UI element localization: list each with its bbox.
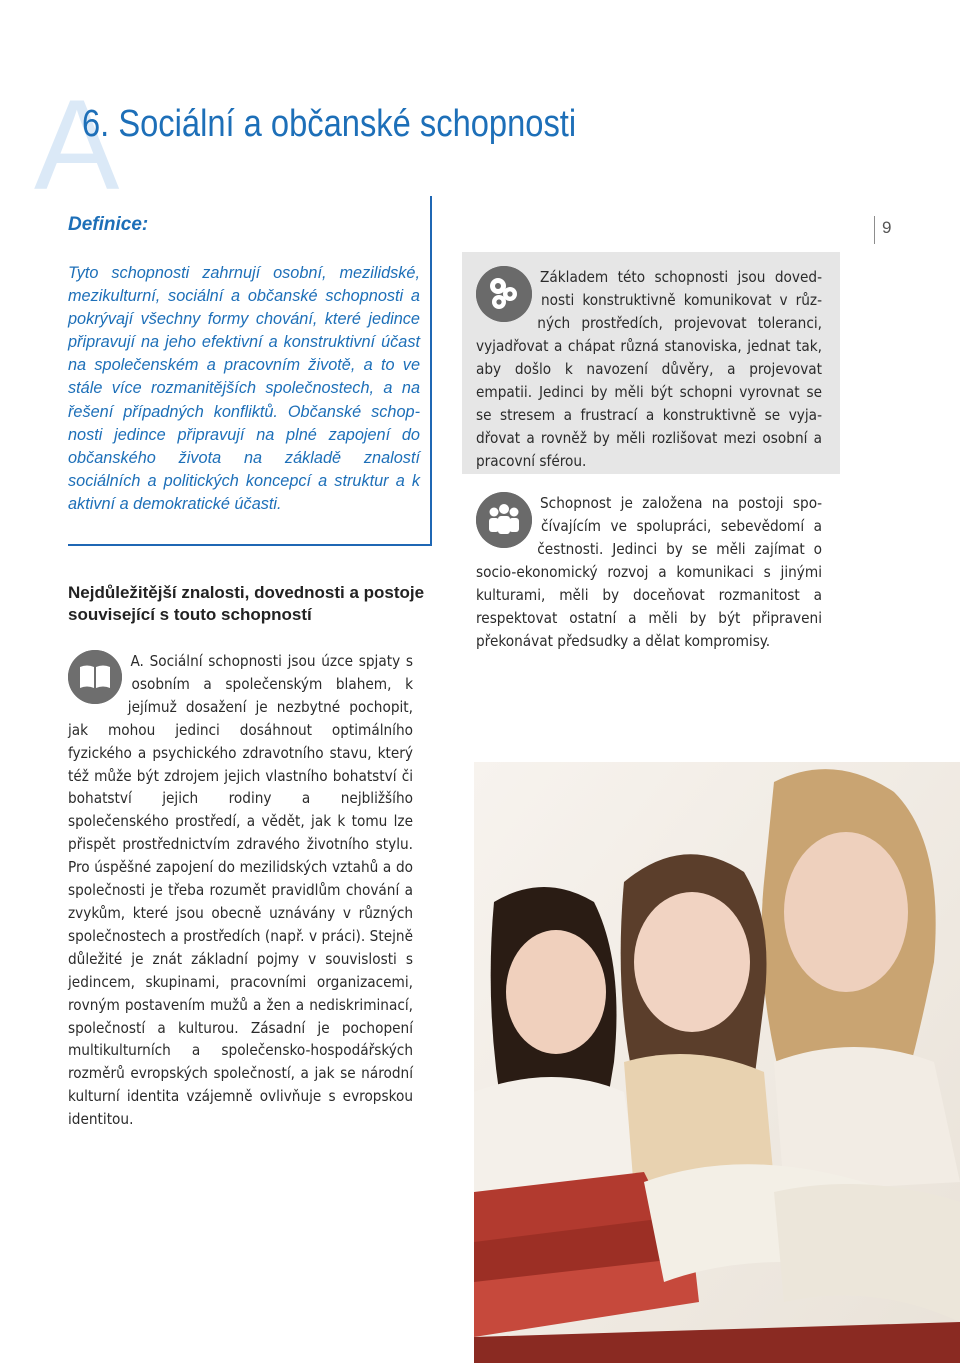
section-heading: Nejdůležitější znalosti, dovednosti a postoje související s touto schopností <box>68 583 425 624</box>
page-number: 9 <box>882 218 892 237</box>
knowledge-text: A. Sociální schopnosti jsou úzce spjaty s osobním a společenským blahem, k jejímuž dosažení je nezbytné pochopit, jak mohou jedinci dosáhnout optimálního fyzického a psychického zdravotního stavu, který též může být zdrojem jejich vlastního bohatství či bohatství jejich rodiny a nejbližšího společenského prostředí, a vědět, jak k tomu lze přispět prostřednictvím zdravého životního stylu. Pro úspěšné zapojení do mezilidských vztahů a do společnosti je třeba rozumět pravidlům chování a zvykům, které jsou obecně uznávány v různých společnostech a prostředích (např. v práci). Stejně důležité je znát základní pojmy v souvislosti s jedincem, skupinami, pracovními organizacemi, rovným postavením mužů a žen a nediskriminací, společností a kulturou. Zásadní je pochopení multikulturních a společensko-hospodářských rozměrů evropských společností, a jak se národní kulturní identita vzájemně ovlivňuje s evropskou identitou. <box>68 652 413 1129</box>
chapter-title: 6. Sociální a občanské schopnosti <box>82 103 577 145</box>
page-number-rule <box>874 216 875 244</box>
book-icon <box>68 650 122 704</box>
students-photo <box>474 762 960 1363</box>
definition-divider <box>68 544 432 546</box>
gears-icon <box>476 266 532 322</box>
knowledge-paragraph <box>68 650 413 1131</box>
attitudes-text: Schopnost je založena na postoji spočívajícím ve spolupráci, sebevědomí a čestnosti. Jedinci by se měli zajímat o socio-ekonomický rozvoj a komunikaci s jinými kulturami, měli by doceňovat rozmanitost a respektovat ostatní a měli by být připraveni překonávat předsudky a dělat kompromisy. <box>476 494 822 650</box>
definition-label: Definice: <box>68 214 149 235</box>
attitudes-paragraph <box>476 492 822 653</box>
skills-paragraph <box>476 266 822 473</box>
section-letter: A <box>34 74 118 217</box>
column-divider <box>430 196 432 546</box>
people-icon <box>476 492 532 548</box>
definition-text: Tyto schopnosti zahrnují osobní, mezilidské, mezikulturní, sociální a občanské schopnosti a pokrývají všechny formy chování, které jedince připravují na jeho efektivní a konstruktivní účast na společenském a pracovním životě, a to ve stále více rozmanitějších společnostech, a na řešení případných konfliktů. Občanské schopnosti jedince připravují na plné zapojení do občanského života na základě znalostí sociálních a politických koncepcí a struktur a k aktivní a demokratické účasti. <box>68 264 420 513</box>
skills-text: Základem této schopnosti jsou dovednosti konstruktivně komunikovat v různých prostředích, projevovat toleranci, vyjadřovat a chápat různá stanoviska, jednat tak, aby došlo k navození důvěry, a projevovat empatii. Jedinci by měli být schopni vyrovnat se se stresem a frustrací a konstruktivně se vyjadřovat a rovněž by měli rozlišovat mezi osobní a pracovní sférou. <box>476 268 822 470</box>
